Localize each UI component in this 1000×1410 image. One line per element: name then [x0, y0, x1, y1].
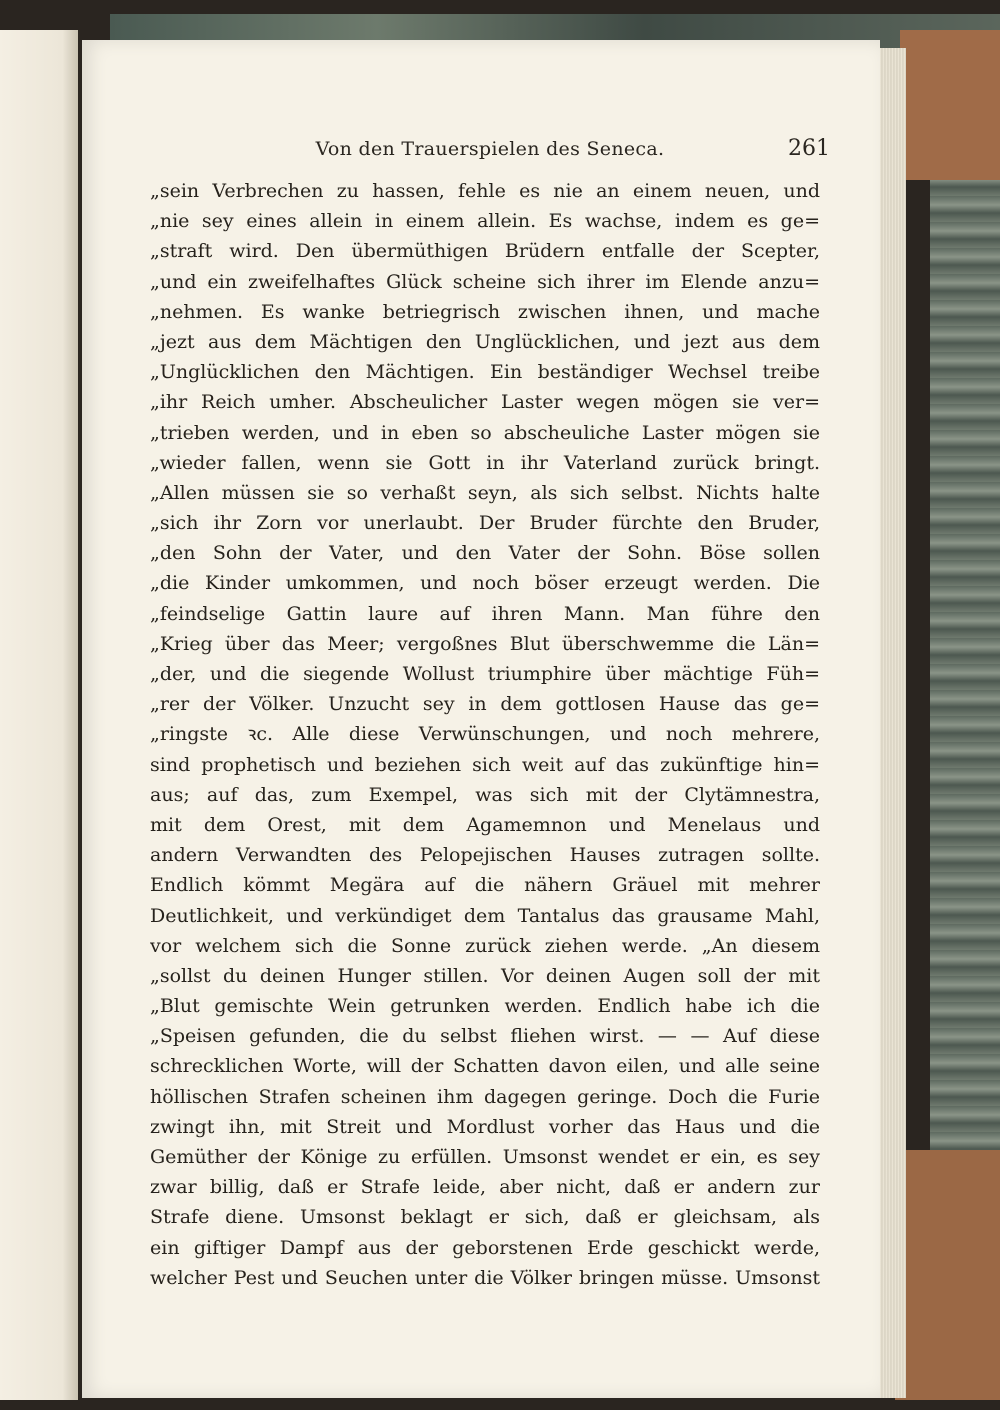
- text-line: „Krieg über das Meer; vergoßnes Blut überschwemme die Län=: [150, 632, 820, 655]
- running-title: Von den Trauerspielen des Seneca.: [315, 138, 665, 160]
- text-line: „nie sey eines allein in einem allein. Es wachse, indem es ge=: [150, 210, 820, 233]
- text-line: „sich ihr Zorn vor unerlaubt. Der Bruder fürchte den Bruder,: [150, 512, 820, 535]
- text-line: „Speisen gefunden, die du selbst fliehen wirst. — — Auf diese: [150, 1025, 820, 1048]
- page-block-edge: [876, 48, 906, 1398]
- text-line: „ihr Reich umher. Abscheulicher Laster wegen mögen sie ver=: [150, 391, 820, 414]
- body-text: [150, 176, 820, 1293]
- text-line: „straft wird. Den übermüthigen Brüdern entfalle der Scepter,: [150, 240, 820, 263]
- text-line: Endlich kömmt Megära auf die nähern Gräuel mit mehrer: [150, 874, 820, 897]
- text-line: mit dem Orest, mit dem Agamemnon und Menelaus und: [150, 813, 820, 836]
- text-line: ein giftiger Dampf aus der geborstenen Erde geschickt werde,: [150, 1236, 820, 1259]
- text-line: „feindselige Gattin laure auf ihren Mann. Man führe den: [150, 602, 820, 625]
- leather-corner-bottom: [895, 1150, 1000, 1400]
- text-line: schrecklichen Worte, will der Schatten davon eilen, und alle seine: [150, 1055, 820, 1078]
- text-line: „trieben werden, und in eben so abscheuliche Laster mögen sie: [150, 421, 820, 444]
- page-number: 261: [788, 136, 830, 161]
- leather-corner-top: [900, 30, 1000, 180]
- text-line: höllischen Strafen scheinen ihm dagegen geringe. Doch die Furie: [150, 1085, 820, 1108]
- text-line: Gemüther der Könige zu erfüllen. Umsonst wendet er ein, es sey: [150, 1146, 820, 1168]
- text-line: zwar billig, daß er Strafe leide, aber nicht, daß er andern zur: [150, 1176, 820, 1199]
- text-line: „sollst du deinen Hunger stillen. Vor deinen Augen soll der mit: [150, 964, 820, 987]
- facing-page: [0, 30, 78, 1400]
- text-line: sind prophetisch und beziehen sich weit auf das zukünftige hin=: [150, 753, 820, 776]
- text-line: „der, und die siegende Wollust triumphire über mächtige Füh=: [150, 663, 820, 685]
- text-line: andern Verwandten des Pelopejischen Hauses zutragen sollte.: [150, 844, 820, 867]
- text-line: aus; auf das, zum Exempel, was sich mit der Clytämnestra,: [150, 783, 820, 806]
- text-line: „Allen müssen sie so verhaßt seyn, als sich selbst. Nichts halte: [150, 481, 820, 504]
- text-line: zwingt ihn, mit Streit und Mordlust vorher das Haus und die: [150, 1115, 820, 1138]
- text-line: „die Kinder umkommen, und noch böser erzeugt werden. Die: [150, 572, 820, 595]
- book-page: [82, 40, 880, 1398]
- text-line: „jezt aus dem Mächtigen den Unglücklichen, und jezt aus dem: [150, 330, 820, 353]
- text-line: „rer der Völker. Unzucht sey in dem gottlosen Hause das ge=: [150, 693, 820, 716]
- text-line: Deutlichkeit, und verkündiget dem Tantalus das grausame Mahl,: [150, 904, 820, 927]
- text-line: „sein Verbrechen zu hassen, fehle es nie an einem neuen, und: [150, 180, 820, 202]
- text-line: „ringste ꝛc. Alle diese Verwünschungen, und noch mehrere,: [150, 723, 820, 746]
- text-line: „wieder fallen, wenn sie Gott in ihr Vaterland zurück bringt.: [150, 451, 820, 474]
- text-line: „Blut gemischte Wein getrunken werden. Endlich habe ich die: [150, 995, 820, 1018]
- text-line: „und ein zweifelhaftes Glück scheine sich ihrer im Elende anzu=: [150, 270, 820, 293]
- text-line: welcher Pest und Seuchen unter die Völker bringen müsse. Umsonst: [150, 1266, 820, 1289]
- text-line: „nehmen. Es wanke betriegrisch zwischen ihnen, und mache: [150, 300, 820, 323]
- text-line: Strafe diene. Umsonst beklagt er sich, daß er gleichsam, als: [150, 1206, 820, 1229]
- text-line: vor welchem sich die Sonne zurück ziehen werde. „An diesem: [150, 934, 820, 957]
- text-line: „Unglücklichen den Mächtigen. Ein beständiger Wechsel treibe: [150, 361, 820, 384]
- page-header: [150, 138, 830, 168]
- text-line: „den Sohn der Vater, und den Vater der Sohn. Böse sollen: [150, 542, 820, 565]
